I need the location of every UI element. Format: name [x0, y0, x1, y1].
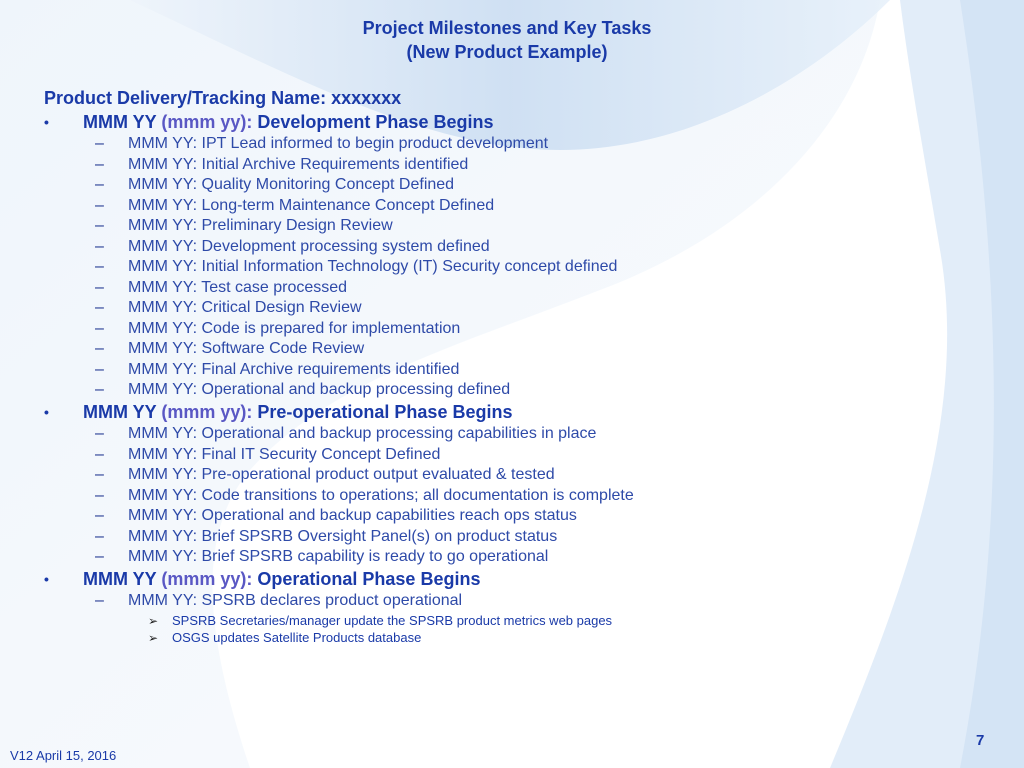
- phase-title: Pre-operational Phase Begins: [252, 402, 513, 422]
- page-number: 7: [976, 732, 985, 749]
- dash-icon: –: [95, 217, 104, 234]
- sub-task-text: OSGS updates Satellite Products database: [172, 629, 422, 645]
- dash-icon: –: [95, 527, 104, 545]
- milestone-text: MMM YY: Operational and backup processing capabilities in place: [128, 425, 597, 442]
- arrow-bullet-icon: ➢: [148, 630, 159, 645]
- phase-date: MMM YY: [83, 112, 162, 132]
- milestone-text: MMM YY: SPSRB declares product operational: [128, 592, 463, 609]
- dash-icon: –: [95, 486, 104, 504]
- milestone-text: MMM YY: Final Archive requirements identified: [128, 360, 460, 378]
- dash-icon: –: [95, 360, 104, 378]
- phase-date-paren: (mmm yy):: [161, 569, 253, 589]
- milestone-text: MMM YY: Development processing system defined: [128, 237, 490, 255]
- dash-icon: –: [95, 466, 104, 483]
- slide-subtitle: (New Product Example): [406, 42, 608, 62]
- dash-icon: –: [95, 258, 104, 275]
- dash-icon: –: [95, 155, 104, 173]
- phase-date: MMM YY: [83, 569, 162, 589]
- milestone-text: MMM YY: Code is prepared for implementation: [128, 319, 461, 337]
- dash-icon: –: [95, 425, 104, 442]
- milestone-text: MMM YY: Critical Design Review: [128, 299, 362, 316]
- dash-icon: –: [95, 340, 104, 357]
- bullet-icon: •: [44, 114, 49, 130]
- dash-icon: –: [95, 548, 104, 565]
- milestone-text: MMM YY: Initial Archive Requirements identified: [128, 155, 469, 173]
- phase-heading: [83, 401, 512, 423]
- sub-task-text: SPSRB Secretaries/manager update the SPSRB product metrics web pages: [172, 612, 613, 628]
- milestone-text: MMM YY: Long-term Maintenance Concept Defined: [128, 196, 495, 214]
- slide-title: Project Milestones and Key Tasks: [362, 18, 652, 38]
- dash-icon: –: [95, 135, 104, 152]
- milestone-text: MMM YY: Pre-operational product output evaluated & tested: [128, 466, 555, 483]
- milestone-text: MMM YY: Quality Monitoring Concept Defined: [128, 176, 455, 193]
- dash-icon: –: [95, 507, 104, 524]
- dash-icon: –: [95, 592, 104, 609]
- phase-heading: [83, 568, 480, 590]
- footer-version: V12 April 15, 2016: [10, 748, 117, 763]
- dash-icon: –: [95, 196, 104, 214]
- milestone-text: MMM YY: Brief SPSRB capability is ready to go operational: [128, 548, 549, 565]
- milestone-text: MMM YY: IPT Lead informed to begin product development: [128, 135, 549, 152]
- milestone-text: MMM YY: Software Code Review: [128, 340, 365, 357]
- product-heading: Product Delivery/Tracking Name: xxxxxxx: [44, 88, 402, 108]
- dash-icon: –: [95, 237, 104, 255]
- phase-date-paren: (mmm yy):: [161, 402, 253, 422]
- milestone-text: MMM YY: Preliminary Design Review: [128, 217, 393, 234]
- milestone-text: MMM YY: Operational and backup capabilities reach ops status: [128, 507, 577, 524]
- milestone-text: MMM YY: Operational and backup processing defined: [128, 381, 511, 398]
- milestone-text: MMM YY: Code transitions to operations; all documentation is complete: [128, 486, 634, 504]
- dash-icon: –: [95, 176, 104, 193]
- phase-title: Operational Phase Begins: [252, 569, 481, 589]
- milestone-text: MMM YY: Test case processed: [128, 278, 348, 296]
- dash-icon: –: [95, 445, 104, 463]
- milestone-text: MMM YY: Initial Information Technology (IT) Security concept defined: [128, 258, 618, 275]
- phase-heading: [83, 111, 493, 133]
- dash-icon: –: [95, 278, 104, 296]
- phase-date: MMM YY: [83, 402, 162, 422]
- arrow-bullet-icon: ➢: [148, 613, 159, 628]
- milestone-text: MMM YY: Final IT Security Concept Defined: [128, 445, 441, 463]
- milestone-text: MMM YY: Brief SPSRB Oversight Panel(s) on product status: [128, 527, 558, 545]
- dash-icon: –: [95, 381, 104, 398]
- phase-title: Development Phase Begins: [252, 112, 494, 132]
- phase-date-paren: (mmm yy):: [161, 112, 253, 132]
- dash-icon: –: [95, 319, 104, 337]
- bullet-icon: •: [44, 571, 49, 587]
- dash-icon: –: [95, 299, 104, 316]
- bullet-icon: •: [44, 404, 49, 420]
